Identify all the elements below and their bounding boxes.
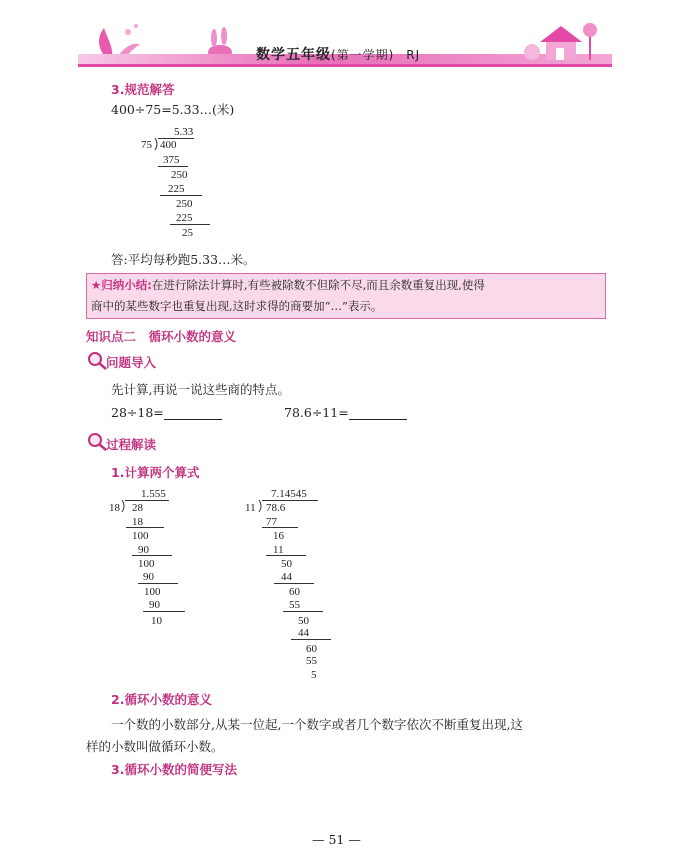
equation: 400÷75=5.33…(米) bbox=[111, 102, 235, 117]
divisor: 11 bbox=[245, 502, 256, 514]
division-bracket-icon bbox=[121, 499, 127, 513]
page-header bbox=[78, 18, 612, 74]
quotient: 5.33 bbox=[174, 126, 194, 138]
dividend: 28 bbox=[132, 502, 143, 514]
knowledge-point-title: 知识点二 循环小数的意义 bbox=[86, 329, 237, 344]
step-value: 60 bbox=[289, 586, 300, 598]
answer-blank bbox=[164, 407, 222, 420]
summary-box bbox=[86, 273, 606, 319]
step-value: 55 bbox=[289, 599, 300, 611]
step-value: 10 bbox=[151, 615, 162, 627]
page-number: — 51 — bbox=[312, 832, 361, 847]
intro-title: 问题导入 bbox=[106, 355, 157, 370]
divisor: 18 bbox=[109, 502, 120, 514]
step-value: 250 bbox=[176, 198, 193, 210]
summary-label: ★归纳小结: bbox=[91, 278, 152, 292]
step-value: 375 bbox=[163, 154, 180, 166]
magnifier-icon bbox=[86, 350, 108, 370]
header-title: 数学五年级(第一学期) RJ bbox=[256, 47, 421, 63]
division-bracket-icon bbox=[258, 499, 264, 513]
step-value: 55 bbox=[306, 655, 317, 667]
summary-text: 商中的某些数字也重复出现,这时求得的商要加“…”表示。 bbox=[91, 299, 383, 313]
house-decoration-icon bbox=[518, 18, 610, 66]
step-value: 225 bbox=[168, 183, 185, 195]
step-title: 1.计算两个算式 bbox=[111, 465, 200, 480]
step-value: 50 bbox=[298, 615, 309, 627]
step-value: 77 bbox=[266, 516, 277, 528]
step-value: 11 bbox=[273, 544, 284, 556]
definition-line: 一个数的小数部分,从某一位起,一个数字或者几个数字依次不断重复出现,这 bbox=[111, 717, 523, 732]
step-title: 2.循环小数的意义 bbox=[111, 692, 212, 707]
quotient: 1.555 bbox=[141, 488, 166, 500]
step-value: 25 bbox=[182, 227, 193, 239]
section-title: 3.规范解答 bbox=[111, 82, 175, 97]
answer-text: 答:平均每秒跑5.33…米。 bbox=[111, 252, 256, 267]
step-value: 100 bbox=[144, 586, 161, 598]
dividend: 78.6 bbox=[266, 502, 286, 514]
process-title: 过程解读 bbox=[106, 437, 157, 452]
step-value: 90 bbox=[138, 544, 149, 556]
step-value: 5 bbox=[311, 669, 317, 681]
dividend: 400 bbox=[160, 139, 177, 151]
step-value: 44 bbox=[298, 627, 309, 639]
summary-text: 在进行除法计算时,有些被除数不但除不尽,而且余数重复出现,使得 bbox=[151, 278, 485, 292]
step-value: 18 bbox=[132, 516, 143, 528]
step-value: 44 bbox=[281, 571, 292, 583]
step-value: 100 bbox=[138, 558, 155, 570]
quotient: 7.14545 bbox=[271, 488, 307, 500]
problem-1: 28÷18= bbox=[111, 405, 222, 420]
step-value: 16 bbox=[273, 530, 284, 542]
magnifier-icon bbox=[86, 431, 108, 451]
answer-blank bbox=[349, 407, 407, 420]
definition-line: 样的小数叫做循环小数。 bbox=[86, 739, 224, 754]
step-title: 3.循环小数的简便写法 bbox=[111, 762, 237, 777]
step-value: 100 bbox=[132, 530, 149, 542]
step-value: 225 bbox=[176, 212, 193, 224]
problem-2: 78.6÷11= bbox=[284, 405, 407, 420]
divisor: 75 bbox=[141, 139, 152, 151]
step-value: 250 bbox=[171, 169, 188, 181]
step-value: 90 bbox=[143, 571, 154, 583]
intro-text: 先计算,再说一说这些商的特点。 bbox=[111, 382, 290, 397]
step-value: 50 bbox=[281, 558, 292, 570]
step-value: 90 bbox=[149, 599, 160, 611]
step-value: 60 bbox=[306, 643, 317, 655]
